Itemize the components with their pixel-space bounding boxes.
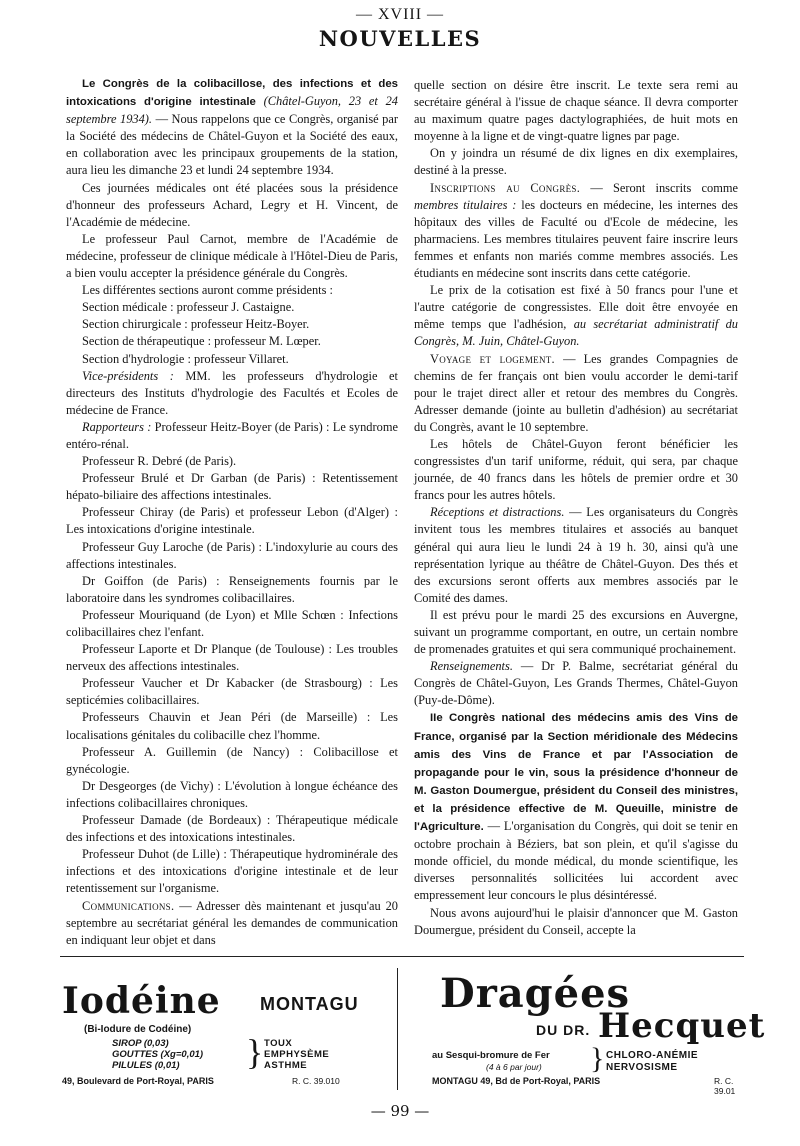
ad-iodeine-subtitle: (Bi-Iodure de Codéine) (84, 1024, 192, 1035)
registration-pre: — Seront inscrits comme (590, 180, 738, 195)
ad-hecquet-product: au Sesqui-bromure de Fer (432, 1050, 550, 1061)
ad-hecquet-indication: NERVOSISME (606, 1062, 678, 1073)
paragraph-excursions: Il est prévu pour le mardi 25 des excursions en Auvergne, suivant un programme comportant, en outre, un certain nombre de promenades gratuites et qui sera communiqué prochainement. (414, 607, 738, 657)
article-place-date: (Châtel-Guyon, 23 et 24 septembre 1934). (66, 94, 398, 127)
rapporteur-item: Professeur Mouriquand (de Lyon) et Mlle Schœn : Infections colibacillaires chez l'enfant. (66, 607, 398, 639)
ad-iodeine-indication: ASTHME (264, 1060, 308, 1071)
rapporteur-item: Professeur Damade (de Bordeaux) : Thérapeutique médicale des infections et des intoxications intestinales. (66, 813, 398, 845)
paragraph-communications (66, 898, 398, 949)
fee-address: au secrétariat administratif du Congrès, M. Juin, Châtel-Guyon. (414, 317, 738, 349)
travel-text: — Les grandes Compagnies de chemins de fer français ont bien voulu accorder le demi-tarif pour le trajet direct aller et retour des membres du Congrès. Adresser demande (jointe au bulletin d'adhésion) au secrétariat du Congrès, avant le 10 septembre. (414, 351, 738, 434)
rapporteur-item: Professeur A. Guillemin (de Nancy) : Colibacillose et gynécologie. (66, 744, 398, 776)
travel-label: Voyage et logement. (430, 351, 555, 366)
article-intro-text: — Nous rappelons que ce Congrès, organisé par la Société des médecins de Châtel-Guyon et la Société des eaux, en collaboration avec les principaux groupements de la station, aura lieu les dimanche 23 et lundi 24 septembre 1934. (66, 112, 399, 178)
rapporteur-item: Professeur Brulé et Dr Garban (de Paris) : Retentissement hépato-biliaire des affections intestinales. (66, 471, 398, 503)
rapporteur-item: Professeur Vaucher et Dr Kabacker (de Strasbourg) : Les septicémies colibacillaires. (66, 676, 398, 708)
ad-iodeine-indications (264, 1038, 329, 1071)
paragraph-president: Le professeur Paul Carnot, membre de l'Académie de médecine, professeur de clinique médicale à l'Hôtel-Dieu de Paris, a bien voulu accepter la présidence générale du Congrès. (66, 231, 398, 281)
ad-hecquet-indication: CHLORO-ANÉMIE (606, 1050, 699, 1061)
section-item: Section d'hydrologie : professeur Villaret. (82, 351, 289, 366)
ad-iodeine-brand: Iodéine (62, 980, 221, 1022)
registration-members-label: membres titulaires : (414, 197, 517, 212)
registration-text: les docteurs en médecine, les internes des hôpitaux des villes de Faculté ou d'Ecole de médecine, les pharmaciens. Les membres titulaires peuvent faire inscrire leurs femmes et enfants non mariés comme membres associés. Les étudiants en médecine sont inscrits dans cette catégorie. (414, 197, 738, 281)
section-item: Section de thérapeutique : professeur M. Lœper. (82, 334, 321, 349)
brace-icon: } (590, 1042, 605, 1075)
paragraph-information (414, 658, 738, 709)
article-wine-congress (414, 709, 738, 904)
paragraph-vice-presidents (66, 368, 398, 419)
page-roman-numeral: — XVIII — (355, 6, 445, 23)
receptions-text: — Les organisateurs du Congrès invitent tous les membres titulaires et associés au banquet général qui aura lieu le lundi 24 à 19 h. 30, ainsi qu'à une représentation lyrique au théâtre de Châtel-Guyon. Des thés et des excursions seront offerts aux membres associés par le Comité des dames. (414, 505, 738, 605)
article-intro (66, 75, 398, 180)
ad-hecquet-dose: (4 à 6 par jour) (486, 1062, 542, 1072)
ad-iodeine-form: SIROP (0,03) (112, 1038, 169, 1049)
paragraph-honorary: Ces journées médicales ont été placées sous la présidence d'honneur des professeurs Achard, Legry et H. Vincent, de l'Académie de médecine. (66, 180, 398, 229)
paragraph-receptions (414, 504, 738, 607)
rapporteur-item: Professeur Laporte et Dr Planque (de Toulouse) : Les troubles nerveux des affections intestinales. (66, 642, 398, 674)
ad-hecquet-brand: Dragées (440, 970, 631, 1017)
ad-hecquet-address: MONTAGU 49, Bd de Port-Royal, PARIS (432, 1076, 601, 1086)
vice-presidents-label: Vice-présidents : (82, 368, 174, 383)
rapporteur-item: Professeur Guy Laroche (de Paris) : L'indoxylurie au cours des affections intestinales. (66, 539, 398, 571)
ad-hecquet-name: Hecquet (598, 1006, 766, 1046)
information-text: — Dr P. Balme, secrétariat général du Congrès de Châtel-Guyon, Les Grands Thermes, Châtel-Guyon (Puy-de-Dôme). (414, 659, 738, 708)
receptions-label: Réceptions et distractions. (430, 505, 565, 520)
article-headline: Le Congrès de la colibacillose, des infections et des intoxications d'origine intestinale (66, 78, 398, 109)
advertisements (60, 966, 766, 1096)
rapporteur-item: Professeurs Chauvin et Jean Péri (de Marseille) : Les localisations génitales du colibacille chez l'homme. (66, 710, 398, 742)
vice-presidents-text: MM. les professeurs d'hydrologie et directeurs des Instituts d'hydrologie des Facultés et Ecoles de médecine de France. (66, 368, 398, 417)
paragraph-summary: On y joindra un résumé de dix lignes en dix exemplaires, destiné à la presse. (414, 146, 738, 178)
ad-iodeine-forms (112, 1038, 203, 1071)
paragraph-announcement: Nous avons aujourd'hui le plaisir d'annoncer que M. Gaston Doumergue, président du Conseil, accepte la (414, 905, 738, 937)
section-item: Section chirurgicale : professeur Heitz-Boyer. (82, 317, 310, 332)
ad-iodeine-indication: EMPHYSÈME (264, 1049, 330, 1060)
ads-top-rule (60, 956, 744, 957)
ad-iodeine-ref: R. C. 39.010 (292, 1076, 340, 1086)
ad-iodeine (60, 966, 390, 1092)
ad-iodeine-indication: TOUX (264, 1038, 293, 1049)
communications-label: Communications. (82, 898, 175, 913)
paragraph-rapporteurs (66, 419, 398, 453)
ad-hecquet-du: DU DR. (536, 1022, 591, 1038)
information-label: Renseignements. (430, 659, 513, 674)
rapporteur-item: Dr Goiffon (de Paris) : Renseignements fournis par le laboratoire dans les syndromes colibacillaires. (66, 573, 398, 605)
left-column (66, 75, 398, 949)
rapporteur-item: Dr Desgeorges (de Vichy) : L'évolution à longue échéance des infections colibacillaires chroniques. (66, 778, 398, 810)
right-column (414, 77, 738, 939)
brace-icon: } (246, 1032, 264, 1072)
rapporteur-item: Professeur Chiray (de Paris) et professeur Lebon (d'Alger) : Les intoxications d'origine intestinale. (66, 505, 398, 537)
rapporteur-item: Professeur R. Debré (de Paris). (82, 454, 237, 469)
paragraph-fee (414, 282, 738, 350)
paragraph-registration (414, 180, 738, 283)
wine-congress-headline: IIe Congrès national des médecins amis des Vins de France, organisé par la Section méridionale des Médecins amis des Vins de France et par l'Association de propagande pour le vin, sous la présidence d'honneur de M. Gaston Doumergue, président du Conseil des ministres, et la présidence effective de M. Queuille, ministre de l'Agriculture. (414, 712, 738, 834)
ad-hecquet-indications (606, 1050, 698, 1074)
ad-iodeine-form: PILULES (0,01) (112, 1060, 180, 1071)
rapporteurs-text: Professeur Heitz-Boyer (de Paris) : Le syndrome entéro-rénal. (66, 419, 398, 451)
paragraph-sections: Les différentes sections auront comme présidents : (82, 283, 333, 298)
registration-label: Inscriptions au Congrès. (430, 180, 581, 195)
ad-iodeine-address: 49, Boulevard de Port-Royal, PARIS (62, 1076, 214, 1086)
page-number: — 99 — (370, 1102, 430, 1120)
ad-iodeine-maker: MONTAGU (260, 994, 359, 1014)
ad-iodeine-form: GOUTTES (Xg=0,01) (112, 1049, 204, 1060)
paragraph-travel (414, 351, 738, 436)
paragraph-hotels: Les hôtels de Châtel-Guyon feront bénéficier les congressistes d'un tarif uniforme, réduit, qui sera, par chaque journée, de 40 francs dans les hôtels de premier ordre et 30 francs pour les autres hôtels. (414, 436, 738, 503)
communications-text: — Adresser dès maintenant et jusqu'au 20 septembre au secrétariat général les demandes de communication en indiquant leur objet et dans (66, 898, 398, 947)
section-item: Section médicale : professeur J. Castaigne. (82, 300, 295, 315)
paragraph-continuation: quelle section on désire être inscrit. Le texte sera remi au secrétaire général à l'issue de chaque séance. Il devra comporter au maximum quatre pages dactylographiées, de huit mots en moyenne à la ligne et de vingt-quatre lignes par page. (414, 78, 738, 144)
fee-text: Le prix de la cotisation est fixé à 50 francs pour l'une et l'autre catégorie de congressistes. Elle doit être envoyée en même temps que l'adhésion, (414, 283, 738, 332)
section-title: NOUVELLES (318, 26, 482, 51)
wine-congress-text: — L'organisation du Congrès, qui doit se tenir en octobre prochain à Béziers, bat son plein, et qu'il s'agisse du monde officiel, du monde médical, du monde scientifique, les diverses personnalités sollicitées lui accordent avec empressement leur concours le plus désintéressé. (414, 819, 738, 903)
ad-hecquet-ref: R. C. 39.01 (714, 1076, 736, 1096)
rapporteurs-label: Rapporteurs : (82, 419, 152, 434)
rapporteur-item: Professeur Duhot (de Lille) : Thérapeutique hydrominérale des infections et des intoxications d'origine intestinale et de leur retentissement sur l'organisme. (66, 847, 398, 896)
ad-hecquet (410, 966, 766, 1096)
